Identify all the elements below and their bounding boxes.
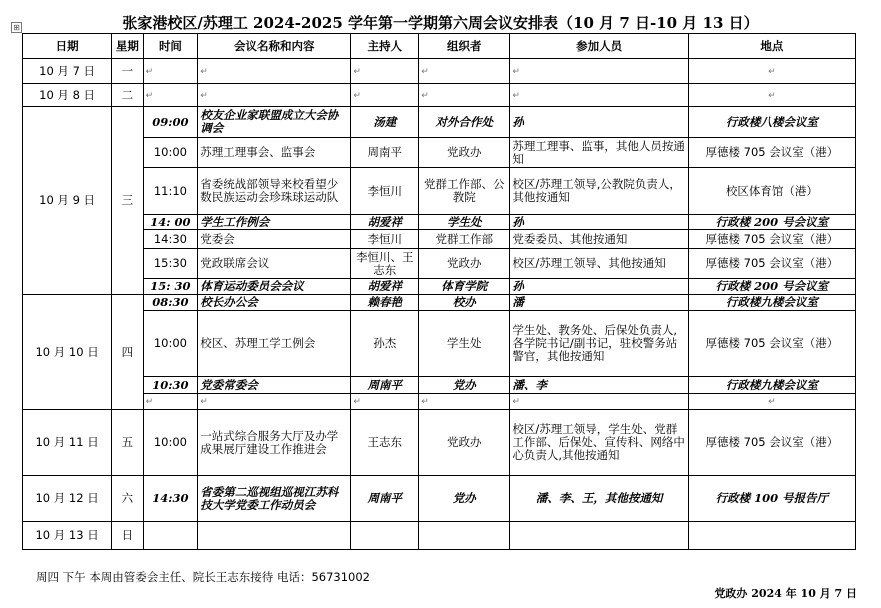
empty-cell[interactable] — [198, 522, 351, 550]
meeting-location[interactable]: 厚德楼 705 会议室（港） — [688, 311, 855, 377]
empty-cell[interactable] — [351, 394, 419, 410]
table-row — [23, 84, 856, 107]
meeting-location[interactable]: 行政楼 200 号会议室 — [688, 215, 855, 230]
cell-end-mark: ↵ — [421, 397, 429, 407]
weekday-cell[interactable]: 六 — [112, 476, 143, 522]
meeting-attendees[interactable]: 孙 — [510, 279, 688, 295]
meeting-name[interactable]: 党委会 — [198, 230, 351, 249]
meeting-location[interactable]: 厚德楼 705 会议室（港） — [688, 410, 855, 476]
meeting-name[interactable]: 校友企业家联盟成立大会协调会 — [198, 107, 351, 138]
meeting-host[interactable]: 李恒川 — [351, 168, 419, 215]
meeting-name[interactable]: 校区、苏理工学工例会 — [198, 311, 351, 377]
meeting-host[interactable]: 胡爱祥 — [351, 279, 419, 295]
meeting-attendees[interactable]: 校区/苏理工领导、其他按通知 — [510, 249, 688, 279]
meeting-time[interactable]: 10:00 — [143, 311, 198, 377]
meeting-organizer[interactable]: 校办 — [419, 295, 510, 311]
empty-cell[interactable] — [143, 59, 198, 84]
meeting-time[interactable]: 14:30 — [143, 476, 198, 522]
cell-end-mark: ↵ — [768, 66, 776, 77]
meeting-attendees[interactable]: 孙 — [510, 107, 688, 138]
meeting-organizer[interactable]: 学生处 — [419, 215, 510, 230]
empty-cell[interactable] — [510, 59, 688, 84]
meeting-name[interactable]: 苏理工理事会、监事会 — [198, 138, 351, 168]
meeting-location[interactable]: 厚德楼 705 会议室（港） — [688, 138, 855, 168]
table-row — [23, 230, 856, 249]
meeting-location[interactable]: 厚德楼 705 会议室（港） — [688, 230, 855, 249]
date-cell[interactable]: 10 月 9 日 — [23, 107, 112, 295]
meeting-time[interactable]: 14:30 — [143, 230, 198, 249]
header-location: 地点 — [688, 34, 855, 59]
empty-cell[interactable] — [198, 59, 351, 84]
meeting-attendees[interactable]: 孙 — [510, 215, 688, 230]
meeting-name[interactable]: 学生工作例会 — [198, 215, 351, 230]
meeting-organizer[interactable]: 党群工作部、公教院 — [419, 168, 510, 215]
empty-cell[interactable] — [143, 84, 198, 107]
cell-end-mark: ↵ — [145, 397, 154, 407]
empty-cell[interactable] — [688, 59, 855, 84]
meeting-name[interactable]: 校长办公会 — [198, 295, 351, 311]
empty-cell[interactable] — [419, 59, 510, 84]
meeting-organizer[interactable]: 体育学院 — [419, 279, 510, 295]
cell-end-mark: ↵ — [768, 397, 776, 407]
meeting-time[interactable]: 15:30 — [143, 249, 198, 279]
meeting-attendees[interactable]: 党委委员、其他按通知 — [510, 230, 688, 249]
empty-cell[interactable] — [419, 84, 510, 107]
weekday-cell[interactable]: 四 — [112, 295, 143, 410]
document-title: 张家港校区/苏理工 2024-2025 学年第一学期第六周会议安排表（10 月 7 日-10 月 13 日） — [122, 14, 759, 32]
empty-cell[interactable] — [351, 522, 419, 550]
header-weekday: 星期 — [112, 34, 143, 59]
date-cell[interactable]: 10 月 11 日 — [23, 410, 112, 476]
meeting-name[interactable]: 一站式综合服务大厅及办学成果展厅建设工作推进会 — [198, 410, 351, 476]
meeting-host[interactable]: 周南平 — [351, 138, 419, 168]
header-host: 主持人 — [351, 34, 419, 59]
empty-cell[interactable] — [510, 84, 688, 107]
weekday-cell[interactable]: 二 — [112, 84, 143, 107]
meeting-time[interactable]: 11:10 — [143, 168, 198, 215]
cell-end-mark: ↵ — [353, 66, 361, 77]
reception-note: 周四 下午 本周由管委会主任、院长王志东接待 电话：56731002 — [36, 570, 370, 584]
meeting-schedule-table — [22, 33, 856, 550]
meeting-time[interactable]: 09:00 — [143, 107, 198, 138]
meeting-location[interactable]: 校区体育馆（港） — [688, 168, 855, 215]
empty-cell[interactable] — [198, 394, 351, 410]
empty-cell[interactable] — [510, 394, 688, 410]
cell-end-mark: ↵ — [421, 66, 429, 77]
weekday-cell[interactable]: 日 — [112, 522, 143, 550]
meeting-host[interactable]: 周南平 — [351, 377, 419, 394]
meeting-host[interactable]: 李恒川 — [351, 230, 419, 249]
meeting-attendees[interactable]: 校区/苏理工领导，学生处、党群工作部、后保处、宣传科、网络中心负责人,其他按通知 — [510, 410, 688, 476]
meeting-host[interactable]: 汤建 — [351, 107, 419, 138]
cell-end-mark: ↵ — [145, 90, 154, 101]
table-row — [23, 476, 856, 522]
cell-end-mark: ↵ — [200, 66, 208, 77]
weekday-cell[interactable]: 五 — [112, 410, 143, 476]
date-cell[interactable]: 10 月 8 日 — [23, 84, 112, 107]
empty-cell[interactable] — [351, 59, 419, 84]
meeting-organizer[interactable]: 党政办 — [419, 138, 510, 168]
cell-end-mark: ↵ — [512, 90, 520, 101]
table-move-handle-icon[interactable]: ⊞ — [11, 22, 22, 33]
table-row — [23, 215, 856, 230]
cell-end-mark: ↵ — [512, 397, 520, 407]
empty-cell[interactable] — [143, 522, 198, 550]
meeting-attendees[interactable]: 苏理工理事、监事，其他人员按通知 — [510, 138, 688, 168]
meeting-location[interactable]: 厚德楼 705 会议室（港） — [688, 249, 855, 279]
meeting-location[interactable]: 行政楼八楼会议室 — [688, 107, 855, 138]
cell-end-mark: ↵ — [145, 66, 154, 77]
weekday-cell[interactable]: 三 — [112, 107, 143, 295]
date-cell[interactable]: 10 月 12 日 — [23, 476, 112, 522]
meeting-host[interactable]: 李恒川、王志东 — [351, 249, 419, 279]
meeting-attendees[interactable]: 学生处、教务处、后保处负责人,各学院书记/副书记，驻校警务站警官，其他按通知 — [510, 311, 688, 377]
signature: 党政办 2024 年 10 月 7 日 — [714, 587, 857, 600]
meeting-name[interactable]: 省委统战部领导来校看望少数民族运动会珍珠球运动队 — [198, 168, 351, 215]
table-row — [23, 249, 856, 279]
meeting-host[interactable]: 赖春艳 — [351, 295, 419, 311]
empty-cell[interactable] — [688, 84, 855, 107]
empty-cell[interactable] — [198, 84, 351, 107]
meeting-organizer[interactable]: 对外合作处 — [419, 107, 510, 138]
table-row — [23, 410, 856, 476]
meeting-organizer[interactable]: 党办 — [419, 377, 510, 394]
table-row — [23, 377, 856, 394]
table-row — [23, 138, 856, 168]
meeting-attendees[interactable]: 潘、李 — [510, 377, 688, 394]
table-row — [23, 168, 856, 215]
meeting-organizer[interactable]: 党政办 — [419, 410, 510, 476]
meeting-time[interactable]: 10:00 — [143, 138, 198, 168]
meeting-name[interactable]: 体育运动委员会会议 — [198, 279, 351, 295]
cell-end-mark: ↵ — [768, 90, 776, 101]
header-time: 时间 — [143, 34, 198, 59]
cell-end-mark: ↵ — [353, 397, 361, 407]
header-organizer: 组织者 — [419, 34, 510, 59]
meeting-name[interactable]: 党政联席会议 — [198, 249, 351, 279]
header-row — [23, 34, 856, 59]
empty-cell[interactable] — [419, 394, 510, 410]
meeting-time[interactable]: 15: 30 — [143, 279, 198, 295]
meeting-attendees[interactable]: 校区/苏理工领导,公教院负责人，其他按通知 — [510, 168, 688, 215]
meeting-time[interactable]: 08:30 — [143, 295, 198, 311]
empty-cell[interactable] — [510, 522, 688, 550]
empty-cell[interactable] — [351, 84, 419, 107]
meeting-host[interactable]: 胡爱祥 — [351, 215, 419, 230]
meeting-time[interactable]: 14: 00 — [143, 215, 198, 230]
empty-cell[interactable] — [688, 394, 855, 410]
empty-cell[interactable] — [688, 522, 855, 550]
meeting-location[interactable]: 行政楼 100 号报告厅 — [688, 476, 855, 522]
meeting-organizer[interactable]: 党群工作部 — [419, 230, 510, 249]
cell-end-mark: ↵ — [512, 66, 520, 77]
date-cell[interactable]: 10 月 13 日 — [23, 522, 112, 550]
empty-cell[interactable] — [143, 394, 198, 410]
meeting-name[interactable]: 党委常委会 — [198, 377, 351, 394]
meeting-organizer[interactable]: 党政办 — [419, 249, 510, 279]
meeting-organizer[interactable]: 学生处 — [419, 311, 510, 377]
meeting-location[interactable]: 行政楼 200 号会议室 — [688, 279, 855, 295]
header-date: 日期 — [23, 34, 112, 59]
empty-cell[interactable] — [419, 522, 510, 550]
table-row — [23, 311, 856, 377]
date-cell[interactable]: 10 月 7 日 — [23, 59, 112, 84]
meeting-attendees[interactable]: 潘、李、王，其他按通知 — [510, 476, 688, 522]
meeting-host[interactable]: 周南平 — [351, 476, 419, 522]
meeting-location[interactable]: 行政楼九楼会议室 — [688, 377, 855, 394]
table-row — [23, 107, 856, 138]
table-row — [23, 295, 856, 311]
meeting-time[interactable]: 10:30 — [143, 377, 198, 394]
table-row — [23, 279, 856, 295]
date-cell[interactable]: 10 月 10 日 — [23, 295, 112, 410]
meeting-location[interactable]: 行政楼九楼会议室 — [688, 295, 855, 311]
table-row — [23, 59, 856, 84]
meeting-host[interactable]: 王志东 — [351, 410, 419, 476]
cell-end-mark: ↵ — [353, 90, 361, 101]
cell-end-mark: ↵ — [200, 90, 208, 101]
cell-end-mark: ↵ — [421, 90, 429, 101]
meeting-host[interactable]: 孙杰 — [351, 311, 419, 377]
weekday-cell[interactable]: 一 — [112, 59, 143, 84]
meeting-time[interactable]: 10:00 — [143, 410, 198, 476]
meeting-name[interactable]: 省委第二巡视组巡视江苏科技大学党委工作动员会 — [198, 476, 351, 522]
header-attendees: 参加人员 — [510, 34, 688, 59]
meeting-organizer[interactable]: 党办 — [419, 476, 510, 522]
table-row — [23, 394, 856, 410]
meeting-attendees[interactable]: 潘 — [510, 295, 688, 311]
header-meeting-name: 会议名称和内容 — [198, 34, 351, 59]
cell-end-mark: ↵ — [200, 397, 208, 407]
table-row — [23, 522, 856, 550]
